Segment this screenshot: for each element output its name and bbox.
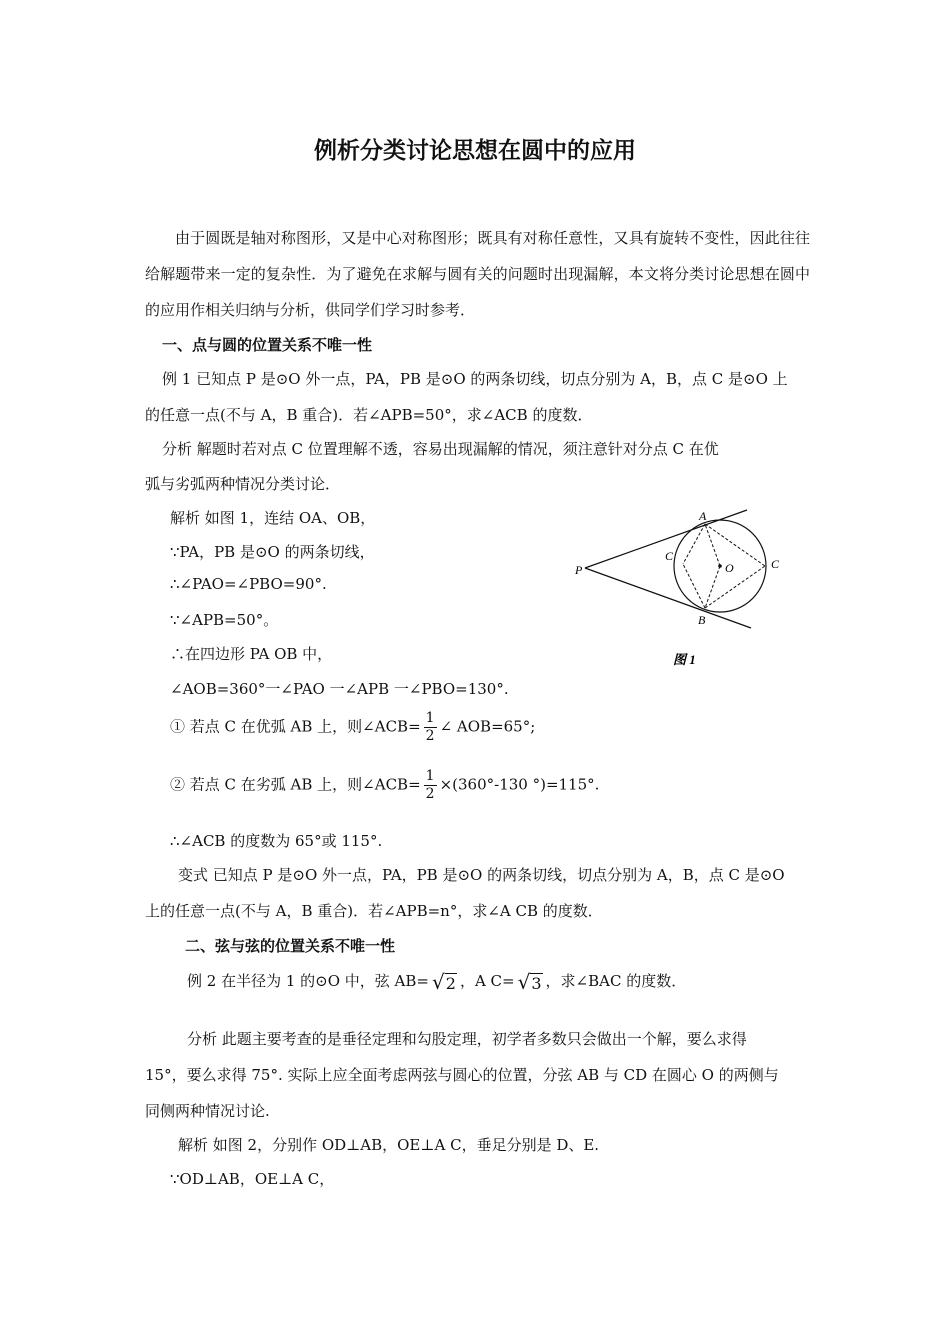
example2-suffix: ，求∠BAC 的度数． bbox=[545, 972, 687, 990]
example1-line2: 的任意一点(不与 A，B 重合)．若∠APB=50°，求∠ACB 的度数． bbox=[145, 406, 593, 424]
sqrt-3: √3 bbox=[517, 970, 542, 994]
case2-suffix: ×(360°-130 °)=115°. bbox=[439, 775, 600, 794]
example2-line bbox=[187, 970, 686, 994]
variant-line1: 变式 已知点 P 是⊙O 外一点，PA，PB 是⊙O 的两条切线，切点分别为 A，B，点 C 是⊙O bbox=[178, 866, 785, 884]
analysis2-line1: 分析 此题主要考查的是垂径定理和勾股定理，初学者多数只会做出一个解，要么求得 bbox=[187, 1030, 747, 1048]
case1-suffix: ∠ AOB=65°; bbox=[439, 717, 536, 736]
label-c-right: C bbox=[771, 557, 780, 571]
solution1-line2: ∵PA，PB 是⊙O 的两条切线， bbox=[170, 543, 375, 561]
chord-bc-left bbox=[683, 564, 705, 608]
chord-ac-left bbox=[683, 524, 705, 564]
example1-line1: 例 1 已知点 P 是⊙O 外一点，PA，PB 是⊙O 的两条切线，切点分别为 A，B，点 C 是⊙O 上 bbox=[162, 370, 788, 388]
chord-bc-right bbox=[705, 566, 765, 608]
page-title: 例析分类讨论思想在圆中的应用 bbox=[314, 138, 636, 164]
variant-line2: 上的任意一点(不与 A，B 重合)．若∠APB=n°，求∠A CB 的度数． bbox=[145, 902, 603, 920]
label-a: A bbox=[699, 509, 707, 523]
analysis2-line3: 同侧两种情况讨论. bbox=[145, 1102, 270, 1120]
label-o: O bbox=[725, 561, 734, 575]
example2-middle: ，A C= bbox=[459, 972, 515, 990]
intro-paragraph: 由于圆既是轴对称图形，又是中心对称图形；既具有对称任意性，又具有旋转不变性，因此往往给解题带来一定的复杂性．为了避免在求解与圆有关的问题时出现漏解，本文将分类讨论思想在圆中的应用作相关归纳与分析，供同学们学习时参考． bbox=[145, 229, 810, 319]
analysis1-line2: 弧与劣弧两种情况分类讨论． bbox=[145, 475, 341, 493]
solution1-case2 bbox=[170, 768, 599, 803]
figure-caption: 图 1 bbox=[673, 652, 696, 667]
example2-prefix: 例 2 在半径为 1 的⊙O 中，弦 AB= bbox=[187, 972, 429, 990]
figure-1 bbox=[565, 502, 800, 674]
solution1-line3: ∴∠PAO=∠PBO=90°. bbox=[170, 575, 327, 593]
center-dot bbox=[718, 564, 722, 568]
radius-oa bbox=[705, 524, 720, 566]
label-b: B bbox=[698, 613, 706, 627]
analysis1-line1: 分析 解题时若对点 C 位置理解不透，容易出现漏解的情况，须注意针对分点 C 在优 bbox=[162, 440, 719, 458]
case2-prefix: ② 若点 C 在劣弧 AB 上，则∠ACB= bbox=[170, 775, 421, 794]
solution2-line2: ∵OD⊥AB，OE⊥A C， bbox=[170, 1170, 335, 1188]
solution1-conclusion: ∴∠ACB 的度数为 65°或 115°. bbox=[170, 832, 383, 850]
chord-ac-right bbox=[705, 524, 765, 566]
solution2-line1: 解析 如图 2，分别作 OD⊥AB，OE⊥A C，垂足分别是 D、E. bbox=[178, 1136, 600, 1154]
solution1-line5: ∴在四边形 PA OB 中， bbox=[170, 645, 333, 663]
tangent-line-pb bbox=[585, 568, 751, 628]
solution1-line6: ∠AOB=360°一∠PAO 一∠APB 一∠PBO=130°. bbox=[170, 680, 509, 698]
sqrt-2: √2 bbox=[432, 970, 456, 994]
case1-prefix: ① 若点 C 在优弧 AB 上，则∠ACB= bbox=[170, 717, 421, 736]
fraction-half: $\frac{1}{2}$ bbox=[425, 768, 435, 802]
solution1-line4: ∵∠APB=50°。 bbox=[170, 611, 279, 629]
fraction-half: $\frac{1}{2}$ bbox=[425, 710, 435, 744]
solution1-case1 bbox=[170, 710, 535, 745]
solution1-line1: 解析 如图 1，连结 OA、OB， bbox=[170, 509, 376, 527]
label-p: P bbox=[575, 563, 583, 577]
section-heading-1: 一、点与圆的位置关系不唯一性 bbox=[162, 336, 373, 354]
radius-ob bbox=[705, 566, 720, 608]
analysis2-line2: 15°，要么求得 75°. 实际上应全面考虑两弦与圆心的位置，分弦 AB 与 CD 在圆心 O 的两侧与 bbox=[145, 1066, 779, 1084]
label-c-left: C bbox=[665, 549, 674, 563]
section-heading-2: 二、弦与弦的位置关系不唯一性 bbox=[185, 937, 396, 955]
